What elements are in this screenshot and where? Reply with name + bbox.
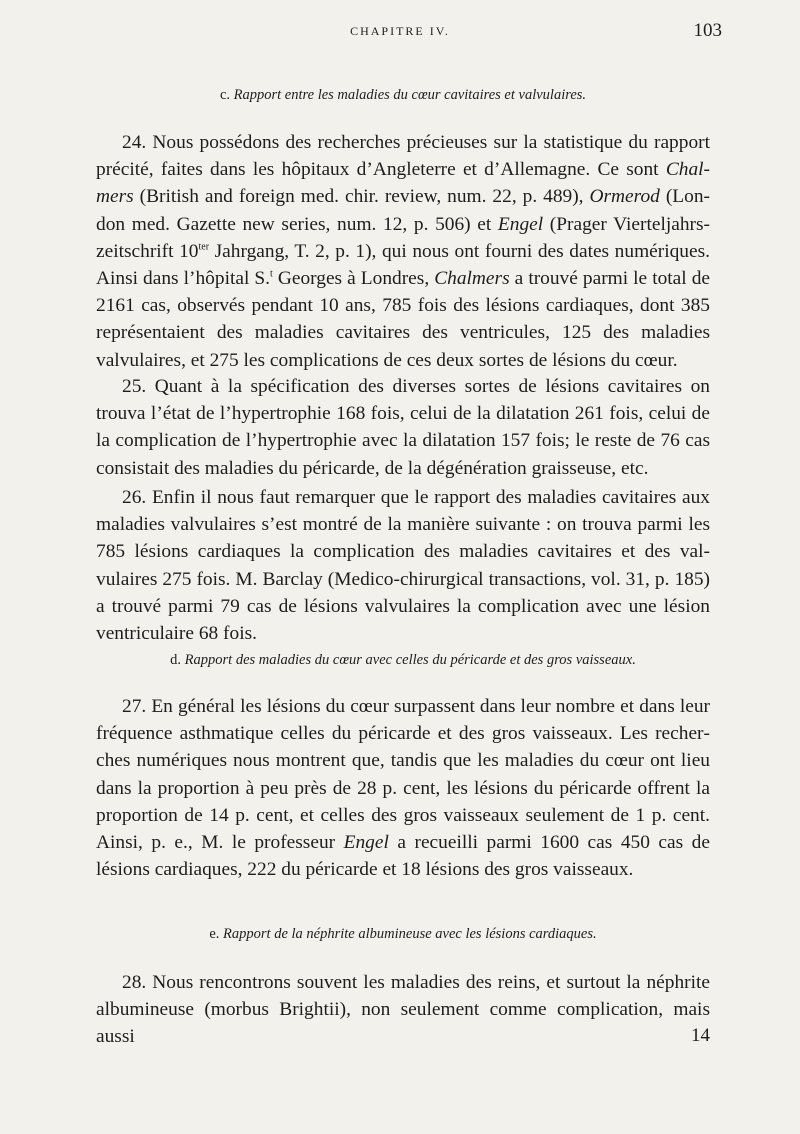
paragraph-28: 28. Nous rencontrons souvent les maladies des reins, et surtout la néphrite albumineuse (morbus Brightii), non seulement comme complication, mais aussi: [96, 972, 710, 1048]
p24-text-6: Georges à Londres,: [272, 268, 435, 290]
paragraph-26-block: [96, 484, 710, 647]
section-e-letter: e.: [209, 926, 220, 942]
section-e-heading: [96, 926, 710, 943]
p27-text-2: a recueilli parmi 1600 cas 450 cas de lésions cardiaques, 222 du péricarde et 18 lésions des gros vaisseaux.: [96, 832, 710, 881]
author-chalmers: Chalmers: [96, 159, 710, 208]
paragraph-25: 25. Quant à la spécification des diverses sortes de lésions cavitaires on trouva l’état de l’hypertrophie 168 fois, celui de la dilatation 261 fois, celui de la complication de l’hypertrophie avec la dilatation 157 fois; le reste de 76 cas consistait des maladies du péricarde, de la dégénération graisseuse, etc.: [96, 376, 710, 479]
p24-text-4: (Prager Vierteljahrszeitschrift 10: [96, 213, 710, 262]
p24-text-2: (British and foreign med. chir. review, num. 22, p. 489),: [133, 186, 590, 208]
author-chalmers-2: Chalmers: [434, 268, 510, 290]
page-number: 103: [693, 20, 722, 41]
section-d-heading: [96, 652, 710, 669]
section-d-letter: d.: [170, 652, 182, 668]
section-e-title: Rapport de la néphrite albumineuse avec les lésions cardiaques.: [223, 926, 597, 942]
author-ormerod: Ormerod: [589, 186, 660, 208]
p24-text-1: 24. Nous possédons des recherches précieuses sur la statistique du rapport précité, faites dans les hôpitaux d’Angleterre et d’Allemagne. Ce sont: [96, 132, 710, 181]
paragraph-27: [96, 693, 710, 883]
p24-superscript-1: ter: [198, 241, 210, 253]
p27-text-1: 27. En général les lésions du cœur surpassent dans leur nombre et dans leur fréquence asthmatique celles du péricarde et des gros vaisseaux. Les recherches numériques nous montrent que, tandis que les maladies du cœur ont lieu dans la proportion à peu près de 28 p. cent, les lésions du péricarde offrent la proportion de 14 p. cent, et celles des gros vaisseaux seulement de 1 p. cent. Ainsi, p. e., M. le professeur: [96, 696, 710, 854]
paragraph-26: 26. Enfin il nous faut remarquer que le rapport des maladies cavitaires aux maladies valvulaires s’est montré de la manière suivante : on trouva parmi les 785 lésions cardiaques la complication des maladies cavitaires et des valvulaires 275 fois. M. Barclay (Medico-chirurgical transactions, vol. 31, p. 185) a trouvé parmi 79 cas de lésions valvulaires la complication avec une lésion ventriculaire 68 fois.: [96, 487, 710, 645]
section-c-heading-block: [96, 87, 710, 104]
paragraph-24-block: [96, 129, 710, 374]
chapter-heading: CHAPITRE IV.: [350, 24, 450, 38]
section-c-letter: c.: [219, 87, 231, 103]
p24-text-3: (London med. Gazette new series, num. 12, p. 506) et: [96, 186, 710, 235]
section-c-heading: [96, 87, 710, 104]
section-d-title: Rapport des maladies du cœur avec celles du péricarde et des gros vaisseaux.: [184, 652, 636, 668]
paragraph-25-block: [96, 373, 710, 482]
p24-superscript-2: t: [270, 268, 273, 280]
paragraph-24: [96, 129, 710, 374]
section-c-title: Rapport entre les maladies du cœur cavitaires et valvulaires.: [233, 87, 587, 103]
author-engel-2: Engel: [343, 832, 389, 854]
p24-text-7: a trouvé parmi le total de 2161 cas, observés pendant 10 ans, 785 fois des lésions cardiaques, dont 385 représentaient des maladies cavitaires des ventricules, 125 des maladies valvulaires, et 275 les complications de ces deux sortes de lésions du cœur.: [96, 268, 711, 371]
p24-text-5: Jahrgang, T. 2, p. 1), qui nous ont fourni des dates numériques. Ainsi dans l’hôpital S.: [96, 240, 710, 290]
paragraph-27-block: [96, 693, 710, 883]
running-head: [0, 20, 800, 50]
author-engel: Engel: [497, 213, 544, 235]
section-d-heading-block: [96, 652, 710, 669]
signature-mark: 14: [691, 1025, 710, 1046]
section-e-heading-block: [96, 926, 710, 943]
